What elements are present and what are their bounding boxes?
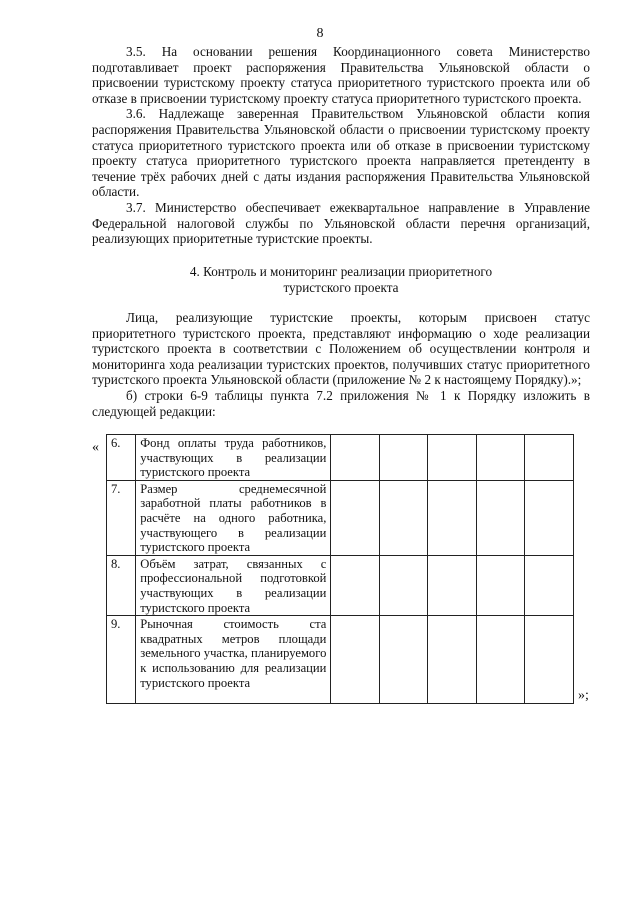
row-name: Рыночная стоимость ста квадратных метров площади земельного участка, планируемого к использованию для реализации туристского проекта	[136, 616, 331, 704]
section-heading-line2: туристского проекта	[283, 279, 399, 295]
empty-cell	[331, 480, 380, 555]
empty-cell	[525, 435, 574, 481]
empty-cell	[379, 480, 428, 555]
empty-cell	[331, 435, 380, 481]
row-number: 8.	[107, 555, 136, 615]
empty-cell	[331, 555, 380, 615]
row-name: Объём затрат, связанных с профессиональной подготовкой участвующих в реализации туристского проекта	[136, 555, 331, 615]
empty-cell	[428, 435, 477, 481]
bottom-paragraphs	[92, 310, 590, 419]
empty-cell	[379, 555, 428, 615]
top-paragraphs	[92, 44, 590, 247]
paragraph-3-7: 3.7. Министерство обеспечивает ежеквартальное направление в Управление Федеральной налоговой службы по Ульяновской области перечня организаций, реализующих приоритетные туристские проекты.	[92, 199, 590, 247]
table-row	[107, 555, 574, 615]
table-row	[107, 435, 574, 481]
empty-cell	[428, 616, 477, 704]
empty-cell	[379, 616, 428, 704]
paragraph-3-6: 3.6. Надлежаще заверенная Правительством Ульяновской области копия распоряжения Правительства Ульяновской области о присвоении туристскому проекту статуса приоритетного туристского проекта или об отказе в присвоении туристскому проекту статуса приоритетного туристского проекта направляется претенденту в течение трёх рабочих дней с даты издания распоряжения Правительства Ульяновской области.	[92, 106, 590, 200]
page-number: 8	[316, 26, 324, 41]
section-heading	[92, 264, 590, 295]
indicators-table	[106, 434, 574, 704]
paragraph-table-instruction: б) строки 6-9 таблицы пункта 7.2 приложения № 1 к Порядку изложить в следующей редакции:	[92, 387, 590, 419]
paragraph-3-5: 3.5. На основании решения Координационного совета Министерство подготавливает проект распоряжения Правительства Ульяновской области о присвоении туристскому проекту статуса приоритетного туристского проекта или об отказе в присвоении туристскому проекту статуса приоритетного туристского проекта.	[92, 44, 590, 106]
empty-cell	[476, 435, 525, 481]
empty-cell	[525, 616, 574, 704]
empty-cell	[476, 616, 525, 704]
quote-close: »;	[578, 688, 589, 703]
empty-cell	[428, 555, 477, 615]
empty-cell	[476, 555, 525, 615]
empty-cell	[525, 480, 574, 555]
row-number: 6.	[107, 435, 136, 481]
row-number: 9.	[107, 616, 136, 704]
row-number: 7.	[107, 480, 136, 555]
section-heading-line1: 4. Контроль и мониторинг реализации приоритетного	[189, 264, 493, 279]
row-name: Размер среднемесячной заработной платы работников в расчёте на одного работника, участвующего в реализации туристского проекта	[136, 480, 331, 555]
empty-cell	[379, 435, 428, 481]
table-row	[107, 616, 574, 704]
empty-cell	[428, 480, 477, 555]
empty-cell	[525, 555, 574, 615]
empty-cell	[331, 616, 380, 704]
table-row	[107, 480, 574, 555]
paragraph-monitoring: Лица, реализующие туристские проекты, которым присвоен статус приоритетного туристского проекта, представляют информацию о ходе реализации туристского проекта в соответствии с Положением об осуществлении контроля и мониторинга хода реализации туристских проектов, получивших статус приоритетного туристского проекта Ульяновской области (приложение № 2 к настоящему Порядку).»;	[92, 310, 590, 388]
empty-cell	[476, 480, 525, 555]
row-name: Фонд оплаты труда работников, участвующих в реализации туристского проекта	[136, 435, 331, 481]
quote-open: «	[92, 440, 99, 455]
